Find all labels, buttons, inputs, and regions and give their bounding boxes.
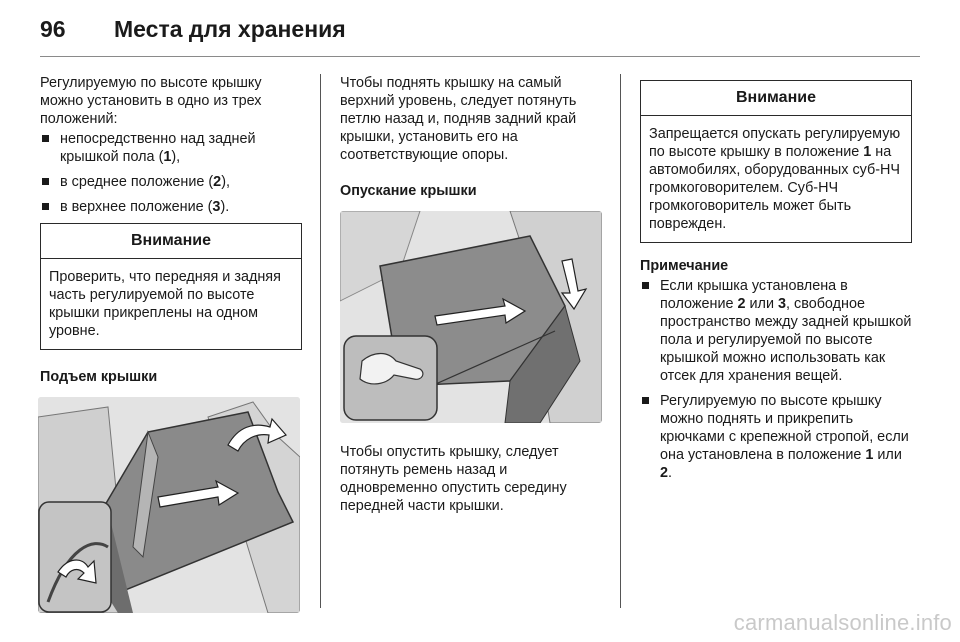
intro-text: Регулируемую по высоте крышку можно установить в одно из трех положений: [40,75,262,127]
list-item: Если крышка установлена в положение 2 или 3, свободное пространство между задней крышкой пола и регулируемой по высоте крышкой можно использовать как отсек для хранения вещей. [640,277,912,385]
warning-box [40,223,302,350]
header-divider [40,56,920,57]
warning-text: Проверить, что передняя и задняя часть регулируемой по высоте крышки прикреплены на одном уровне. [49,269,281,339]
positions-list [40,130,302,216]
section-heading-raise: Подъем крышки [40,369,158,385]
raise-instructions: Чтобы поднять крышку на самый верхний уровень, следует потянуть петлю назад и, подняв задний край крышки, установить его на соответствующие опоры. [340,75,577,163]
warning-title: Внимание [41,224,301,259]
figure-raise-cover [38,397,300,613]
page-number: 96 [40,16,66,42]
lower-instructions: Чтобы опустить крышку, следует потянуть ремень назад и одновременно опустить середину передней части крышки. [340,444,567,514]
column-left [40,74,302,613]
column-divider-2 [620,74,621,608]
raise-cover-illustration [38,397,300,613]
column-middle [340,74,602,515]
column-right [640,80,912,489]
note-heading: Примечание [640,258,729,274]
warning-title: Внимание [641,81,911,116]
page-title: Места для хранения [114,16,346,42]
page-header [40,12,920,57]
lower-cover-illustration [340,211,602,423]
list-item: в верхнее положение (3). [40,198,302,216]
warning-text: Запрещается опускать регулируемую по высоте крышку в положение 1 на автомобилях, оборудованных суб-НЧ громкоговорителем. Суб-НЧ громкоговоритель может быть поврежден. [649,126,901,232]
watermark: carmanualsonline.info [733,610,952,635]
section-heading-lower: Опускание крышки [340,183,477,199]
list-item: непосредственно над задней крышкой пола (1), [40,130,302,166]
warning-box-subwoofer [640,80,912,243]
column-divider-1 [320,74,321,608]
notes-list [640,277,912,482]
list-item: в среднее положение (2), [40,173,302,191]
list-item: Регулируемую по высоте крышку можно поднять и прикрепить крючками с крепежной стропой, если она установлена в положение 1 или 2. [640,392,912,482]
figure-lower-cover [340,211,602,423]
